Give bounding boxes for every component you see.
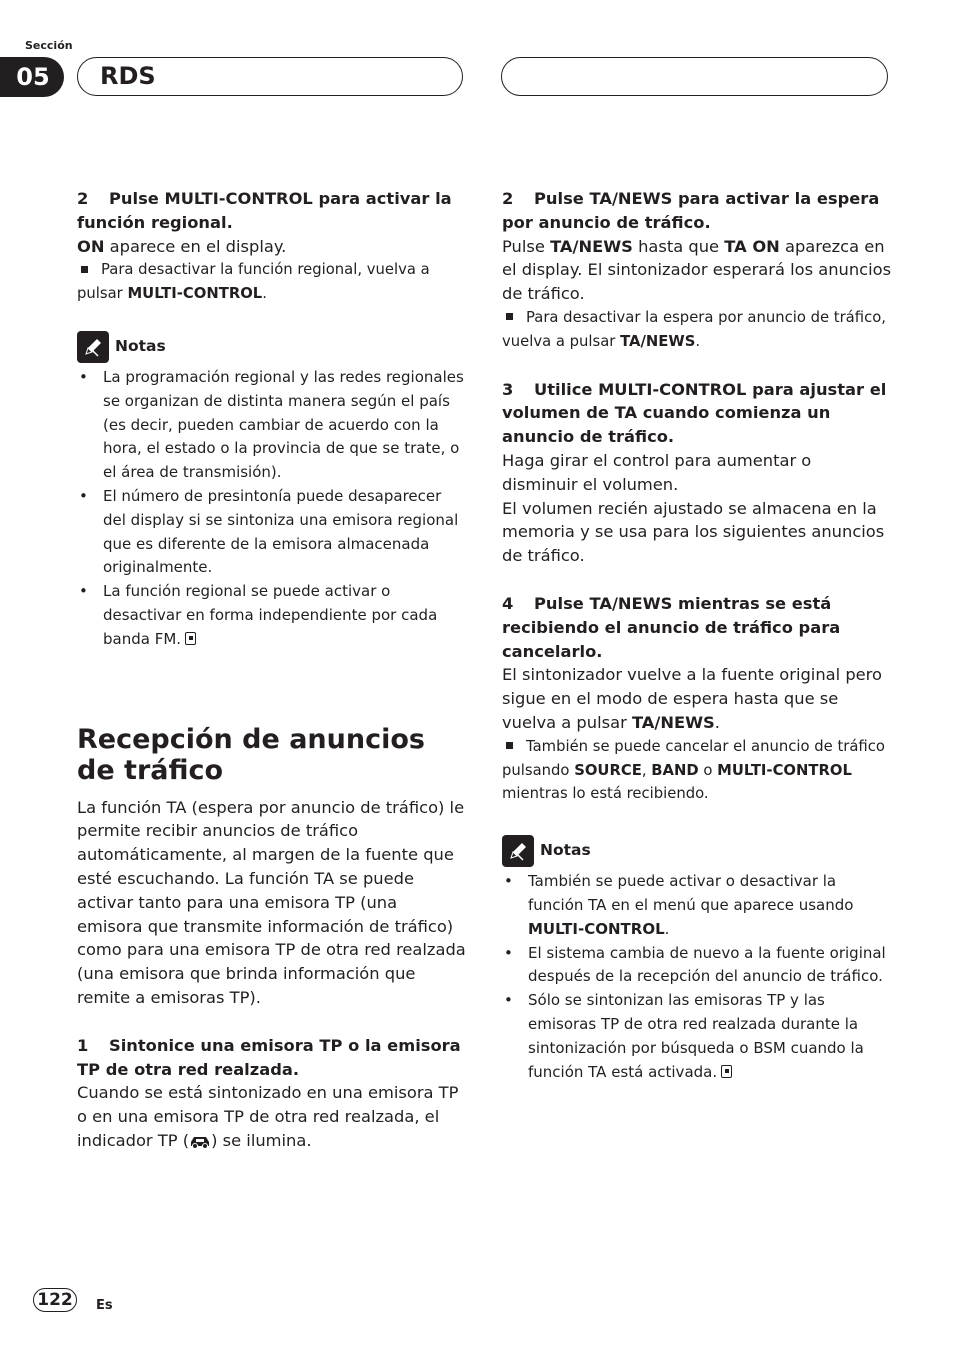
step-4-body: El sintonizador vuelve a la fuente original pero sigue en el modo de espera hasta que se vuelva a pulsar TA/NEWS. <box>502 665 882 732</box>
notes-list-right <box>502 870 892 1084</box>
language-code: Es <box>96 1298 113 1313</box>
step-2-regional-body: ON aparece en el display. <box>77 236 287 256</box>
step-3-body-1: Haga girar el control para aumentar o disminuir el volumen. <box>502 450 812 494</box>
section-intro: La función TA (espera por anuncio de tráfico) le permite recibir anuncios de tráfico automáticamente, al margen de la fuente que esté escuchando. La función TA se puede activar tanto para una emisora TP (una emisora que transmite información de tráfico) como para una emisora TP de otra red realzada (una emisora que brinda información que remite a emisoras TP). <box>77 797 466 1007</box>
square-bullet-icon <box>81 266 88 273</box>
section-heading: Recepción de anuncios de tráfico <box>77 723 425 786</box>
page-number: 122 <box>33 1288 77 1312</box>
tp-car-icon <box>189 1133 211 1149</box>
step-4-note: También se puede cancelar el anuncio de tráfico pulsando SOURCE, BAND o MULTI-CONTROL mientras lo está recibiendo. <box>502 737 885 803</box>
section-number-badge: 05 <box>0 57 64 97</box>
notes-heading-right: Notas <box>502 834 892 868</box>
square-bullet-icon <box>506 742 513 749</box>
step-3-body-2: El volumen recién ajustado se almacena en la memoria y se usa para los siguientes anuncios de tráfico. <box>502 498 885 566</box>
section-label: Sección <box>25 39 73 52</box>
step-4-heading: 4 Pulse TA/NEWS mientras se está recibiendo el anuncio de tráfico para cancelarlo. <box>502 593 841 661</box>
list-item: • La programación regional y las redes regionales se organizan de distinta manera según el país (es decir, pueden cambiar de acuerdo con la hora, el estado o la provincia de que se trate, o el área de transmisión). <box>77 366 467 485</box>
notes-list-left <box>77 366 467 652</box>
left-column <box>77 187 467 1153</box>
empty-title-box <box>501 57 888 96</box>
pencil-note-icon <box>77 331 109 363</box>
pencil-note-icon <box>502 835 534 867</box>
step-2-ta-note: Para desactivar la espera por anuncio de tráfico, vuelva a pulsar TA/NEWS. <box>502 308 886 350</box>
list-item: • Sólo se sintonizan las emisoras TP y las emisoras TP de otra red realzada durante la sintonización por búsqueda o BSM cuando la función TA está activada. <box>502 989 892 1084</box>
step-1-body: Cuando se está sintonizado en una emisora TP o en una emisora TP de otra red realzada, el indicador TP ( ) se ilumina. <box>77 1083 459 1150</box>
step-2-ta-body: Pulse TA/NEWS hasta que TA ON aparezca en el display. El sintonizador esperará los anuncios de tráfico. <box>502 236 892 304</box>
step-2-regional-heading: 2 Pulse MULTI-CONTROL para activar la función regional. <box>77 189 452 232</box>
end-mark-icon <box>721 1065 732 1078</box>
list-item: • El número de presintonía puede desaparecer del display si se sintoniza una emisora regional que es diferente de la emisora almacenada originalmente. <box>77 485 467 580</box>
step-1-heading: 1 Sintonice una emisora TP o la emisora TP de otra red realzada. <box>77 1035 461 1079</box>
section-title-box <box>77 57 463 96</box>
step-2-ta-heading: 2 Pulse TA/NEWS para activar la espera por anuncio de tráfico. <box>502 189 880 232</box>
notes-heading-left: Notas <box>77 330 467 364</box>
section-title: RDS <box>100 62 156 90</box>
list-item: • También se puede activar o desactivar la función TA en el menú que aparece usando MULTI-CONTROL. <box>502 870 892 941</box>
step-2-regional-note: Para desactivar la función regional, vuelva a pulsar MULTI-CONTROL. <box>77 261 430 303</box>
step-3-heading: 3 Utilice MULTI-CONTROL para ajustar el volumen de TA cuando comienza un anuncio de tráfico. <box>502 379 887 447</box>
right-column <box>502 187 892 1084</box>
end-mark-icon <box>185 632 196 645</box>
list-item: • El sistema cambia de nuevo a la fuente original después de la recepción del anuncio de tráfico. <box>502 942 892 990</box>
list-item: • La función regional se puede activar o desactivar en forma independiente por cada banda FM. <box>77 580 467 651</box>
square-bullet-icon <box>506 313 513 320</box>
